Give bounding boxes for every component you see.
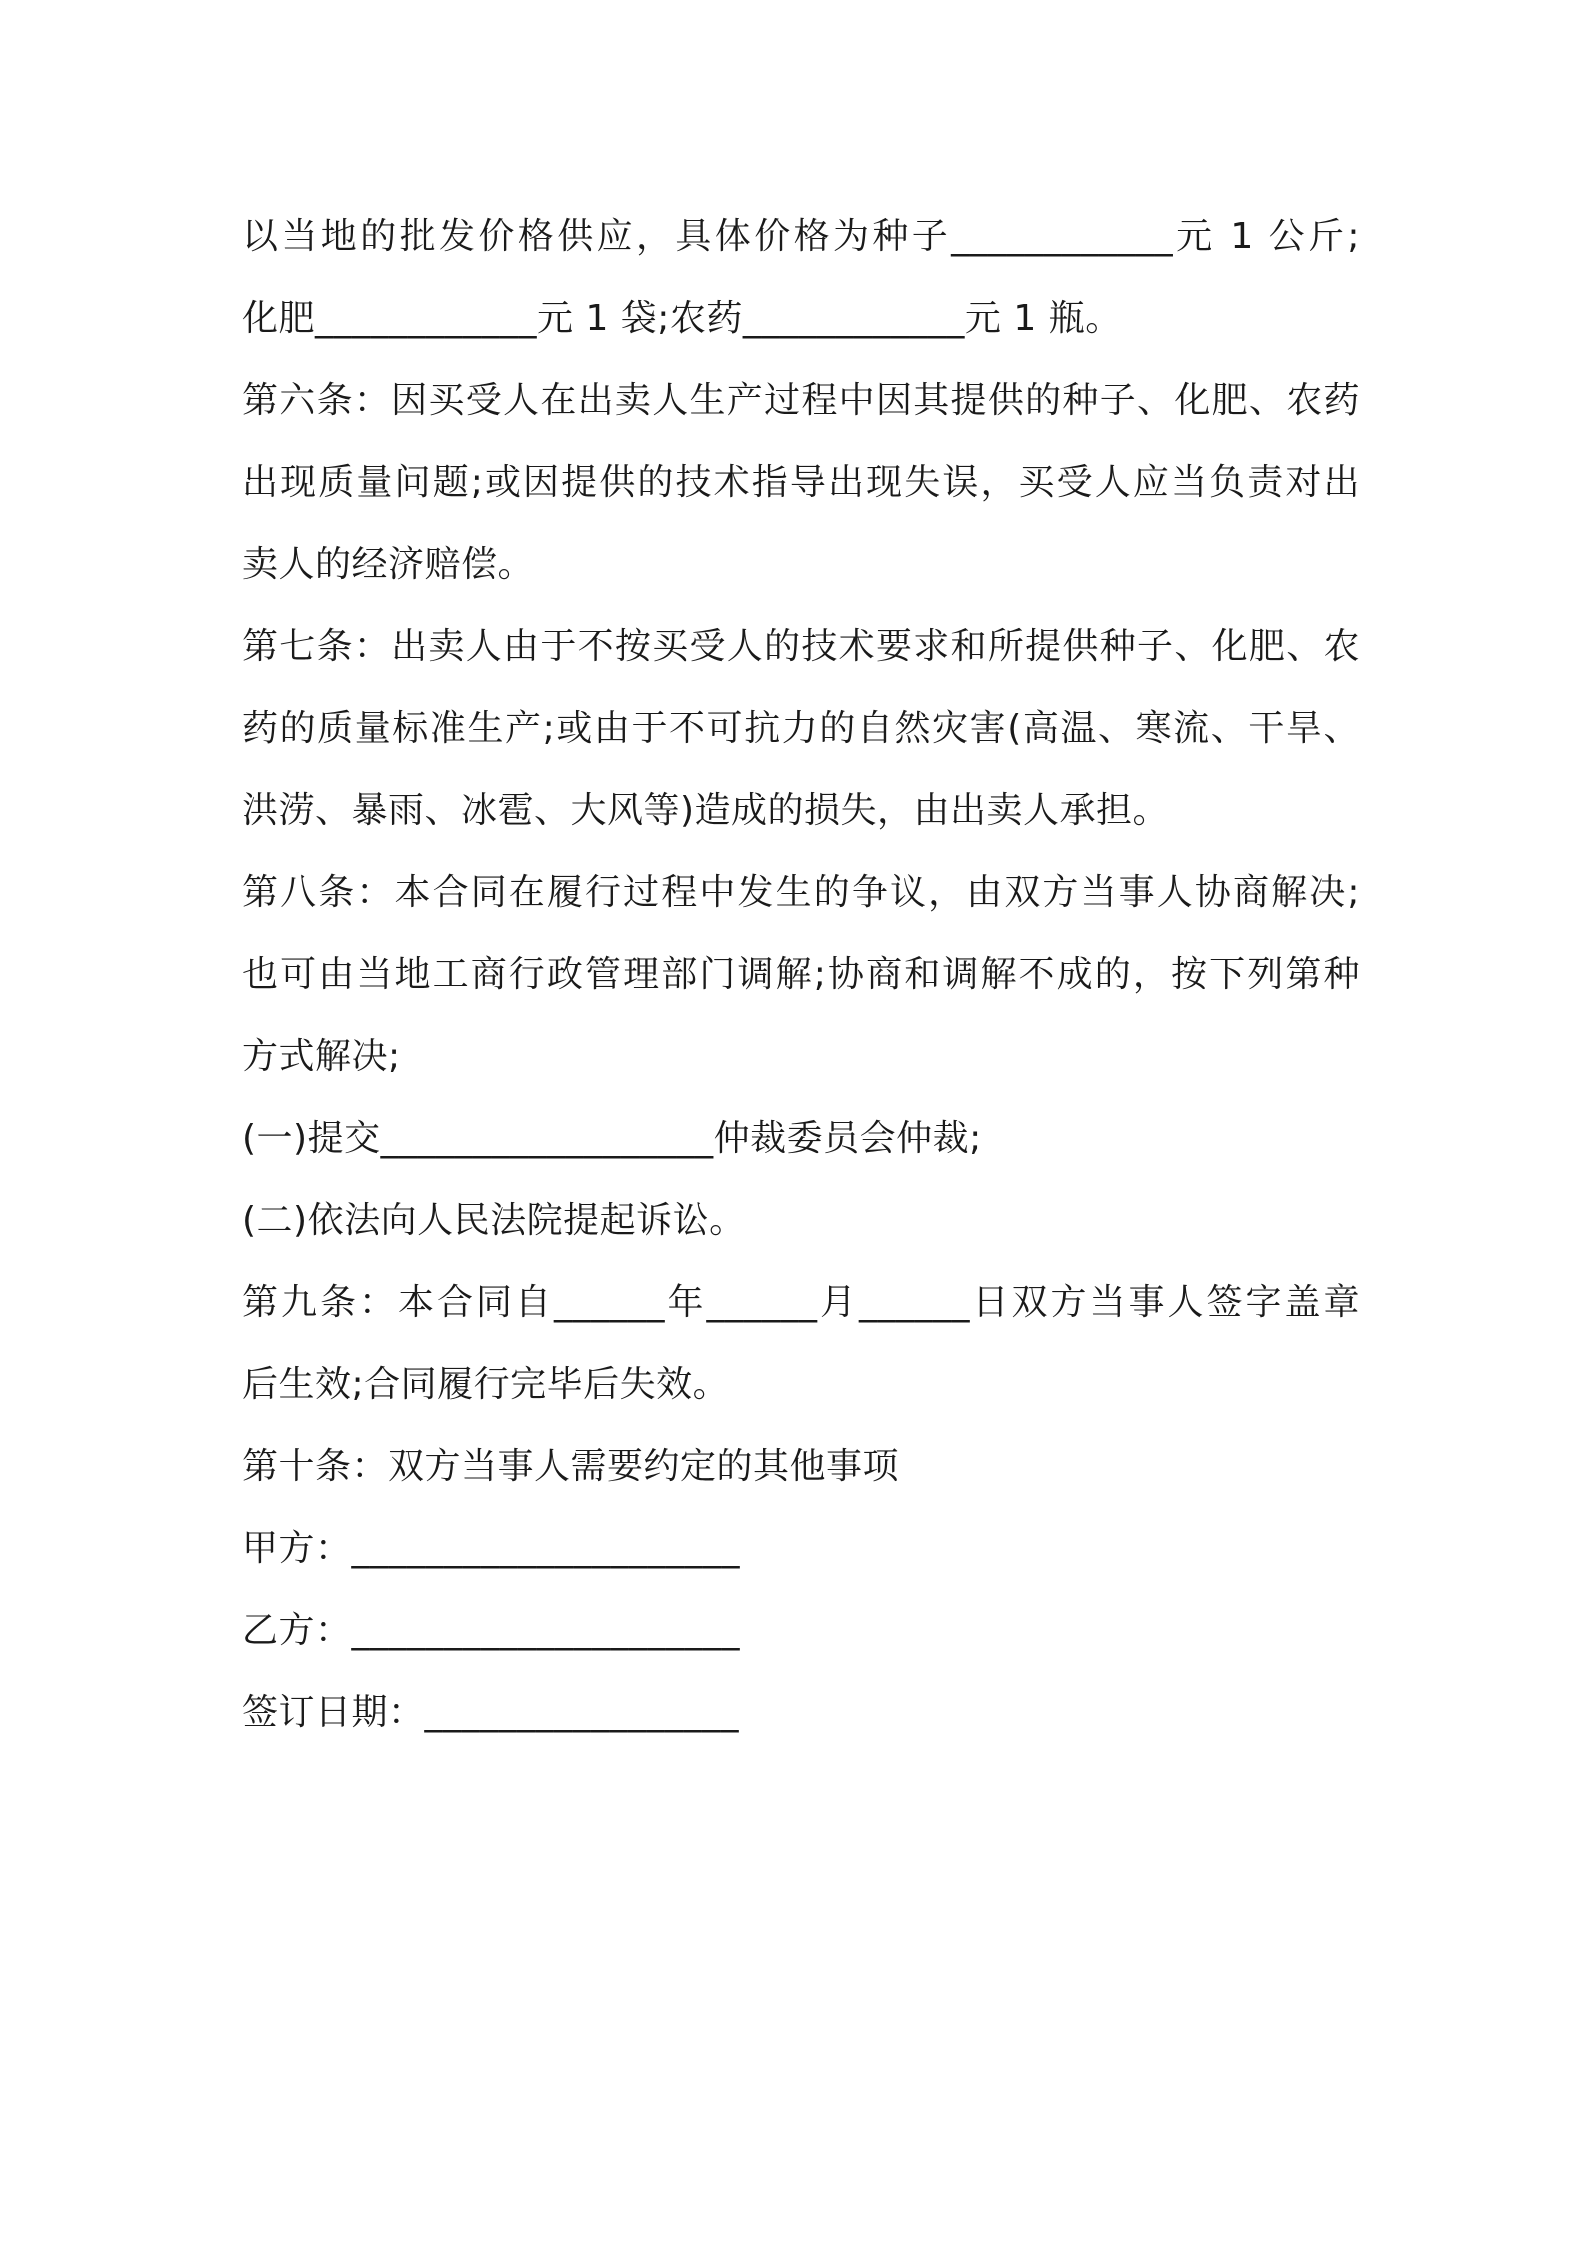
text-line: 也可由当地工商行政管理部门调解;协商和调解不成的，按下列第种: [242, 954, 1360, 995]
text-line: 药的质量标准生产;或由于不可抗力的自然灾害(高温、寒流、干旱、: [242, 708, 1360, 749]
article-7-line: 第七条：出卖人由于不按买受人的技术要求和所提供种子、化肥、农: [242, 626, 1360, 667]
party-a-signature-line: 甲方：_____________________: [242, 1528, 741, 1569]
text-line: 后生效;合同履行完毕后失效。: [242, 1364, 730, 1405]
text-line: 化肥____________元 1 袋;农药____________元 1 瓶。: [242, 298, 1122, 339]
text-line: 以当地的批发价格供应，具体价格为种子____________元 1 公斤;: [242, 216, 1360, 257]
text-line: 洪涝、暴雨、冰雹、大风等)造成的损失，由出卖人承担。: [242, 790, 1170, 831]
text-line: 卖人的经济赔偿。: [242, 544, 535, 585]
article-8-line: 第八条：本合同在履行过程中发生的争议，由双方当事人协商解决;: [242, 872, 1360, 913]
document-body: [242, 196, 1360, 1754]
article-10-line: 第十条：双方当事人需要约定的其他事项: [242, 1446, 900, 1487]
option-1-line: (一)提交__________________仲裁委员会仲裁;: [242, 1118, 982, 1159]
text-line: 方式解决;: [242, 1036, 401, 1077]
article-9-line: 第九条：本合同自______年______月______日双方当事人签字盖章: [242, 1282, 1360, 1323]
option-2-line: (二)依法向人民法院提起诉讼。: [242, 1200, 746, 1241]
article-6-line: 第六条：因买受人在出卖人生产过程中因其提供的种子、化肥、农药: [242, 380, 1360, 421]
text-line: 出现质量问题;或因提供的技术指导出现失误，买受人应当负责对出: [242, 462, 1360, 503]
signing-date-line: 签订日期：_________________: [242, 1692, 740, 1733]
party-b-signature-line: 乙方：_____________________: [242, 1610, 741, 1651]
